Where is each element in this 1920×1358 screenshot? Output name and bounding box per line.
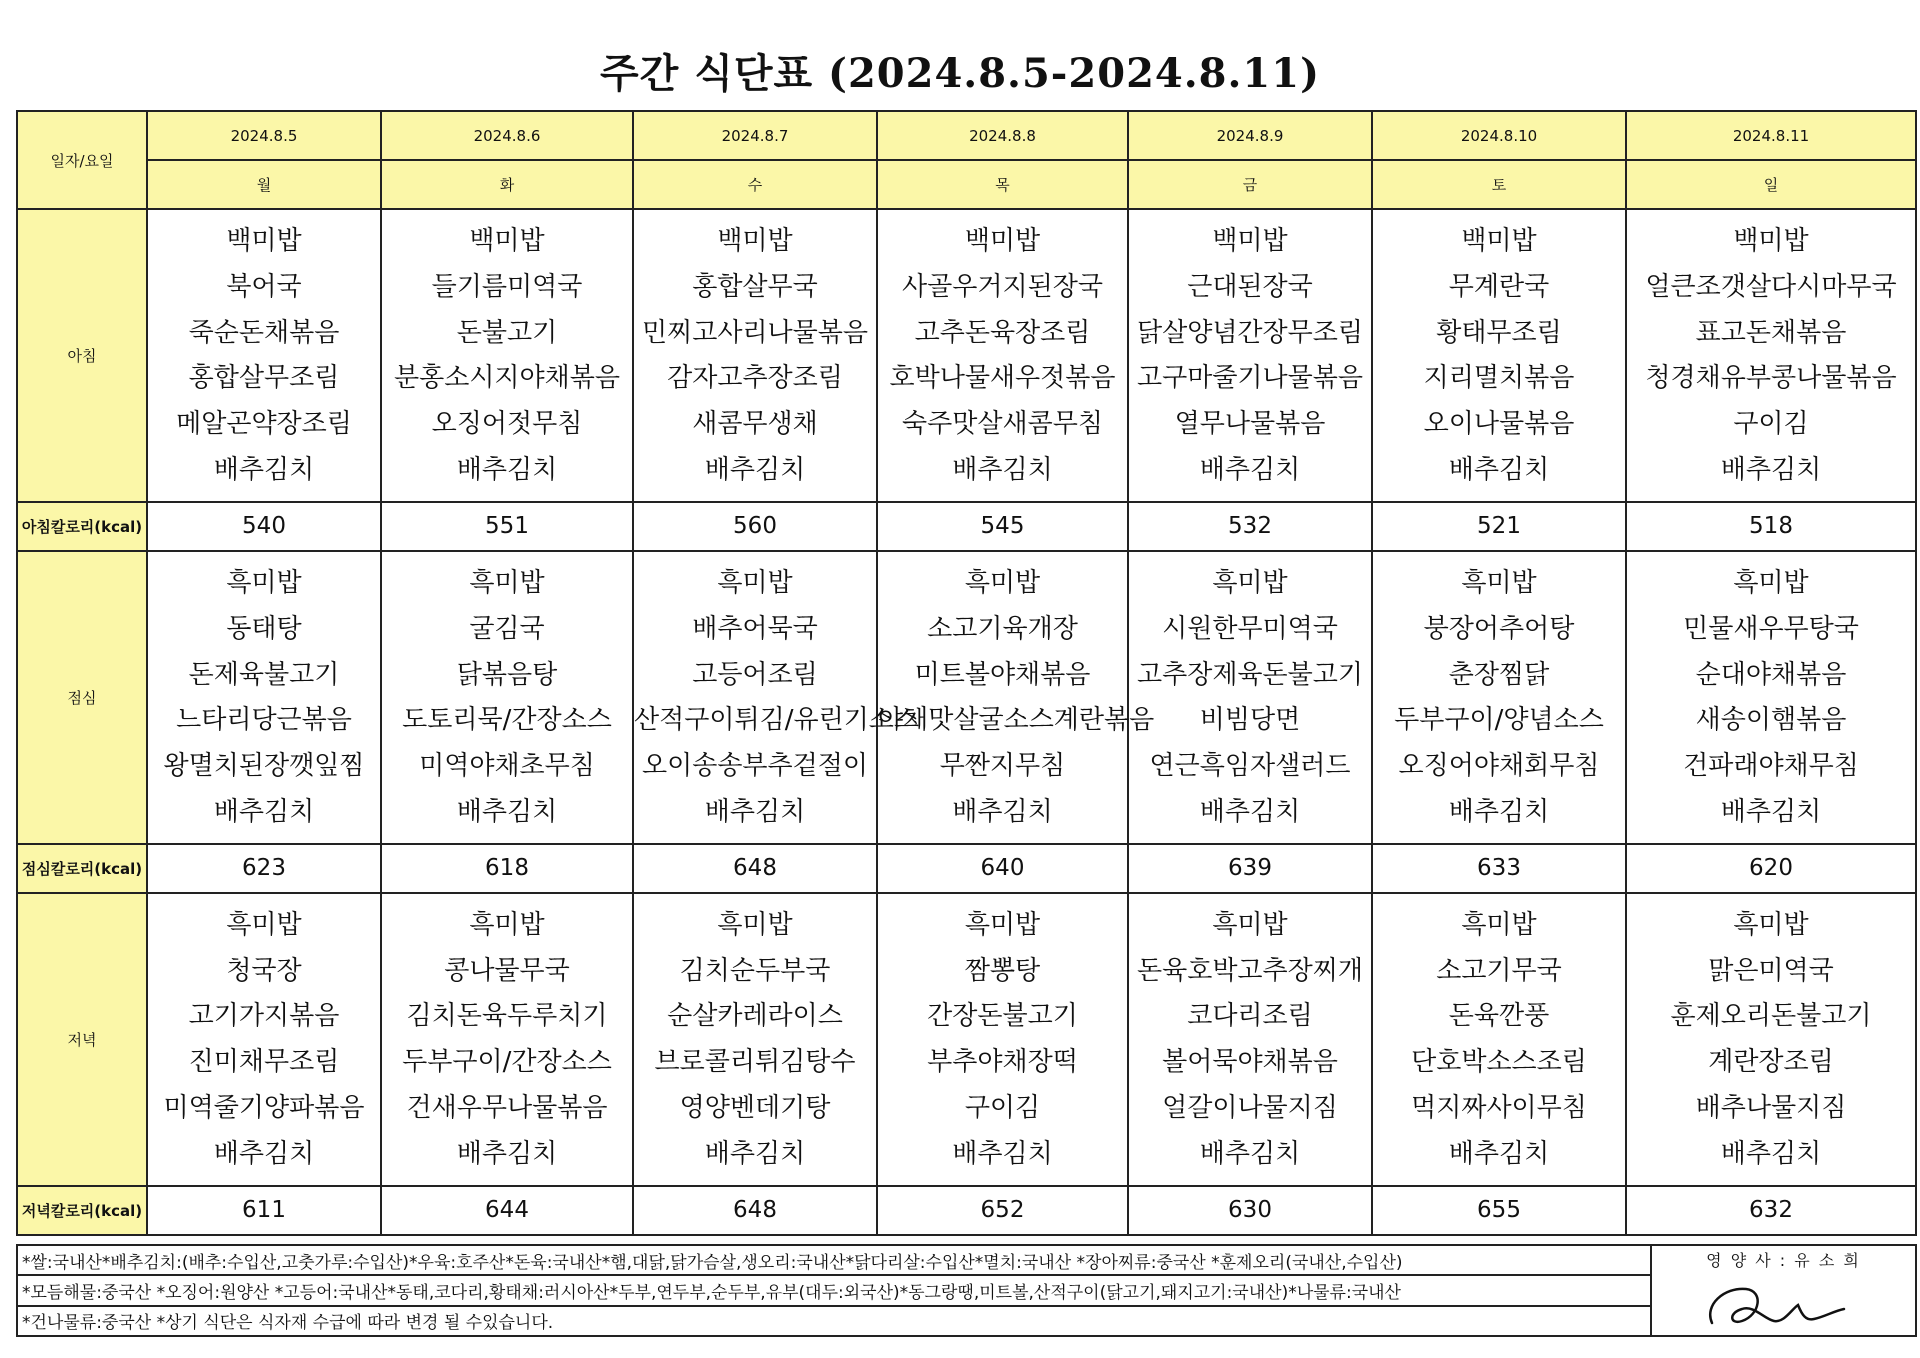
kcal-value: 618 [381,844,633,893]
dish-item: 호박나물새우젓볶음 [889,363,1116,394]
kcal-row [17,502,1916,551]
dish-item: 건파래야채무침 [1683,751,1859,782]
meal-cell [1128,893,1372,1186]
dish-item: 배추김치 [704,796,806,827]
dish-item: 배추김치 [213,1138,315,1169]
kcal-value: 620 [1626,844,1916,893]
dish-item: 백미밥 [1212,225,1288,256]
dish-item: 소고기무국 [1436,955,1562,986]
meal-row [17,209,1916,502]
dish-item: 배추김치 [952,1138,1053,1169]
day-weekday: 금 [1128,160,1372,209]
dish-item: 고구마줄기나물볶음 [1136,363,1364,394]
kcal-value: 648 [633,1186,877,1235]
dish-item: 백미밥 [469,225,545,256]
dish-item: 연근흑임자샐러드 [1149,751,1351,782]
dish-item: 민찌고사리나물볶음 [641,317,869,348]
meal-cell [147,893,381,1186]
dish-item: 지리멸치볶음 [1423,363,1575,394]
kcal-value: 551 [381,502,633,551]
dish-item: 배추김치 [456,1138,558,1169]
dish-item: 오징어젓무침 [431,409,583,440]
kcal-value: 540 [147,502,381,551]
day-weekday: 토 [1372,160,1626,209]
dish-item: 건새우무나물볶음 [406,1093,608,1124]
dish-item: 오이송송부추겉절이 [641,751,869,782]
meal-cell [877,893,1128,1186]
dish-item: 짬뽕탕 [964,955,1041,986]
footer-table [16,1244,1917,1337]
dish-item: 근대된장국 [1187,271,1313,302]
dish-item: 얼갈이나물지짐 [1162,1093,1338,1124]
dish-item: 구이김 [1733,409,1809,440]
dish-item: 왕멸치된장깻잎찜 [163,751,365,782]
kcal-value: 532 [1128,502,1372,551]
day-weekday: 일 [1626,160,1916,209]
kcal-value: 630 [1128,1186,1372,1235]
dish-item: 코다리조림 [1187,1001,1313,1032]
dish-item: 흑미밥 [964,567,1041,598]
dish-item: 소고기육개장 [927,613,1078,644]
kcal-value: 560 [633,502,877,551]
dish-item: 계란장조림 [1708,1047,1834,1078]
dish-item: 돈육깐풍 [1448,1001,1550,1032]
meal-cell [1626,551,1916,844]
dish-item: 메알곤약장조림 [176,409,352,440]
kcal-value: 652 [877,1186,1128,1235]
page-title: 주간 식단표 (2024.8.5-2024.8.11) [599,50,1321,97]
meal-cell [1128,551,1372,844]
dish-item: 배추김치 [1448,796,1550,827]
dish-item: 흑미밥 [226,567,302,598]
dish-item: 콩나물무국 [444,955,570,986]
dish-item: 배추김치 [1199,455,1301,485]
kcal-value: 521 [1372,502,1626,551]
dish-item: 백미밥 [964,225,1041,256]
kcal-value: 640 [877,844,1128,893]
dish-item: 고추장제육돈불고기 [1136,659,1364,690]
dish-item: 열무나물볶음 [1174,409,1326,440]
dish-item: 배추김치 [1720,1138,1822,1169]
dish-item: 김치돈육두루치기 [406,1001,608,1032]
weekly-menu-table [16,110,1917,1236]
kcal-value: 639 [1128,844,1372,893]
dish-item: 배추김치 [456,796,558,827]
dish-item: 흑미밥 [717,567,793,598]
meal-cell [1626,893,1916,1186]
dish-item: 배추김치 [952,796,1053,827]
dish-item: 배추나물지짐 [1695,1093,1847,1124]
day-date: 2024.8.8 [877,111,1128,160]
origin-note-3: *건나물류:중국산 *상기 식단은 식자재 수급에 따라 변경 될 수있습니다. [17,1306,1651,1336]
meal-cell [633,209,877,502]
kcal-label: 아침칼로리(kcal) [17,502,147,551]
dish-item: 야채맛살굴소스계란볶음 [878,705,1155,736]
meal-cell [381,893,633,1186]
dish-item: 백미밥 [1461,225,1537,256]
meal-cell [1372,551,1626,844]
dish-item: 배추김치 [1720,455,1822,485]
dish-item: 무계란국 [1448,271,1550,302]
dish-item: 미트볼야채볶음 [914,659,1091,690]
dish-item: 새송이햄볶음 [1695,705,1847,736]
dish-item: 산적구이튀김/유린기소스 [634,705,920,736]
dish-item: 먹지짜사이무침 [1411,1093,1587,1124]
dish-item: 배추김치 [213,455,315,485]
dish-item: 배추어묵국 [692,613,818,644]
dish-item: 맑은미역국 [1708,955,1834,986]
meal-cell [633,893,877,1186]
dish-item: 흑미밥 [226,909,302,940]
dish-item: 시원한무미역국 [1162,613,1338,644]
dish-item: 배추김치 [704,455,806,485]
day-date: 2024.8.7 [633,111,877,160]
dish-item: 들기름미역국 [431,271,583,302]
dish-item: 배추김치 [1199,796,1301,827]
dish-item: 훈제오리돈불고기 [1670,1001,1872,1032]
meal-cell [147,551,381,844]
meal-row [17,893,1916,1186]
day-date: 2024.8.6 [381,111,633,160]
dish-item: 돈제육불고기 [188,659,340,690]
dish-item: 백미밥 [226,225,302,256]
dish-item: 배추김치 [456,455,558,485]
dish-item: 비빔당면 [1199,705,1301,736]
meal-cell [1372,893,1626,1186]
kcal-row [17,1186,1916,1235]
header-label: 일자/요일 [17,111,147,209]
dish-item: 닭살양념간장무조림 [1136,317,1364,348]
dish-item: 흑미밥 [964,909,1041,940]
dish-item: 흑미밥 [1212,909,1288,940]
meal-label: 아침 [17,209,147,502]
kcal-value: 648 [633,844,877,893]
dish-item: 황태무조림 [1436,317,1562,348]
dish-item: 고기가지볶음 [188,1001,340,1032]
dish-item: 김치순두부국 [679,955,831,986]
dish-item: 영양벤데기탕 [679,1093,831,1124]
dish-item: 새콤무생채 [692,409,818,440]
dish-item: 동태탕 [226,613,302,644]
dish-item: 볼어묵야채볶음 [1162,1047,1338,1078]
dish-item: 흑미밥 [1733,909,1809,940]
day-date: 2024.8.9 [1128,111,1372,160]
dish-item: 브로콜리튀김탕수 [654,1047,856,1078]
kcal-label: 저녁칼로리(kcal) [17,1186,147,1235]
day-date: 2024.8.10 [1372,111,1626,160]
kcal-value: 655 [1372,1186,1626,1235]
dish-item: 고추돈육장조림 [914,317,1091,348]
dish-item: 북어국 [226,271,302,302]
dish-item: 흑미밥 [717,909,793,940]
date-row [17,111,1916,160]
kcal-label: 점심칼로리(kcal) [17,844,147,893]
dish-item: 민물새우무탕국 [1683,613,1859,644]
dish-item: 홍합살무조림 [188,363,340,394]
dish-item: 배추김치 [1720,796,1822,827]
dish-item: 무짠지무침 [939,751,1066,782]
dish-item: 붕장어추어탕 [1423,613,1575,644]
meal-cell [1372,209,1626,502]
dish-item: 흑미밥 [1461,567,1537,598]
dish-item: 사골우거지된장국 [902,271,1103,302]
dish-item: 분홍소시지야채볶음 [393,363,621,394]
dish-item: 얼큰조갯살다시마무국 [1645,271,1897,302]
origin-note-2: *모듬해물:중국산 *오징어:원양산 *고등어:국내산*동태,코다리,황태채:러시아산*두부,연두부,순두부,유부(대두:외국산)*동그랑땡,미트볼,산적구이(닭고기,돼지고기:국내산)*나물류:국내산 [17,1275,1651,1305]
meal-cell [877,551,1155,844]
dish-item: 닭볶음탕 [456,659,558,690]
meal-cell [633,551,920,844]
dish-item: 굴김국 [469,613,545,644]
nutritionist-name: 영 양 사 : 유 소 희 [1706,1251,1861,1270]
meal-cell [877,209,1128,502]
dish-item: 단호박소스조림 [1411,1047,1587,1078]
meal-cell [1128,209,1372,502]
meal-cell [147,209,381,502]
dish-item: 숙주맛살새콤무침 [902,409,1103,440]
dish-item: 감자고추장조림 [667,363,843,394]
dish-item: 오이나물볶음 [1423,409,1575,440]
kcal-value: 518 [1626,502,1916,551]
day-weekday: 목 [877,160,1128,209]
dish-item: 흑미밥 [1212,567,1288,598]
dish-item: 흑미밥 [1461,909,1537,940]
dish-item: 홍합살무국 [692,271,818,302]
weekday-row [17,160,1916,209]
meal-cell [1626,209,1916,502]
dish-item: 배추김치 [952,455,1053,485]
origin-note-1: *쌀:국내산*배추김치:(배추:수입산,고춧가루:수입산)*우육:호주산*돈육:국내산*햄,대닭,닭가슴살,생오리:국내산*닭다리살:수입산*멸치:국내산 *장아찌류:중국산 *훈제오리(국내산,수입산) [17,1245,1651,1275]
meal-cell [381,209,633,502]
kcal-value: 632 [1626,1186,1916,1235]
dish-item: 구이김 [964,1093,1041,1124]
day-weekday: 월 [147,160,381,209]
dish-item: 간장돈불고기 [927,1001,1078,1032]
kcal-value: 633 [1372,844,1626,893]
meal-label: 점심 [17,551,147,844]
dish-item: 백미밥 [717,225,793,256]
dish-item: 미역야채초무침 [419,751,595,782]
dish-item: 춘장찜닭 [1448,659,1550,690]
dish-item: 도토리묵/간장소스 [402,705,612,736]
meal-cell [381,551,633,844]
dish-item: 배추김치 [1448,455,1550,485]
dish-item: 순살카레라이스 [667,1001,843,1032]
dish-item: 청국장 [226,955,302,986]
kcal-value: 545 [877,502,1128,551]
day-weekday: 수 [633,160,877,209]
kcal-value: 644 [381,1186,633,1235]
dish-item: 돈육호박고추장찌개 [1136,955,1364,986]
dish-item: 흑미밥 [469,909,545,940]
dish-item: 고등어조림 [692,659,818,690]
kcal-value: 623 [147,844,381,893]
day-weekday: 화 [381,160,633,209]
dish-item: 순대야채볶음 [1695,659,1847,690]
signature-cell [1651,1245,1916,1336]
kcal-value: 611 [147,1186,381,1235]
dish-item: 두부구이/간장소스 [402,1047,612,1078]
dish-item: 배추김치 [1199,1138,1301,1169]
dish-item: 백미밥 [1733,225,1809,256]
dish-item: 두부구이/양념소스 [1394,705,1604,736]
day-date: 2024.8.5 [147,111,381,160]
dish-item: 청경채유부콩나물볶음 [1645,363,1897,394]
dish-item: 표고돈채볶음 [1695,317,1847,348]
dish-item: 죽순돈채볶음 [188,317,340,348]
dish-item: 진미채무조림 [188,1047,340,1078]
dish-item: 느타리당근볶음 [176,705,352,736]
dish-item: 부추야채장떡 [927,1047,1078,1078]
dish-item: 돈불고기 [456,317,558,348]
dish-item: 미역줄기양파볶음 [163,1093,365,1124]
dish-item: 흑미밥 [1733,567,1809,598]
kcal-row [17,844,1916,893]
dish-item: 흑미밥 [469,567,545,598]
meal-label: 저녁 [17,893,147,1186]
meal-row [17,551,1916,844]
dish-item: 오징어야채회무침 [1398,751,1600,782]
signature-icon [1694,1275,1874,1335]
day-date: 2024.8.11 [1626,111,1916,160]
dish-item: 배추김치 [213,796,315,827]
dish-item: 배추김치 [1448,1138,1550,1169]
dish-item: 배추김치 [704,1138,806,1169]
